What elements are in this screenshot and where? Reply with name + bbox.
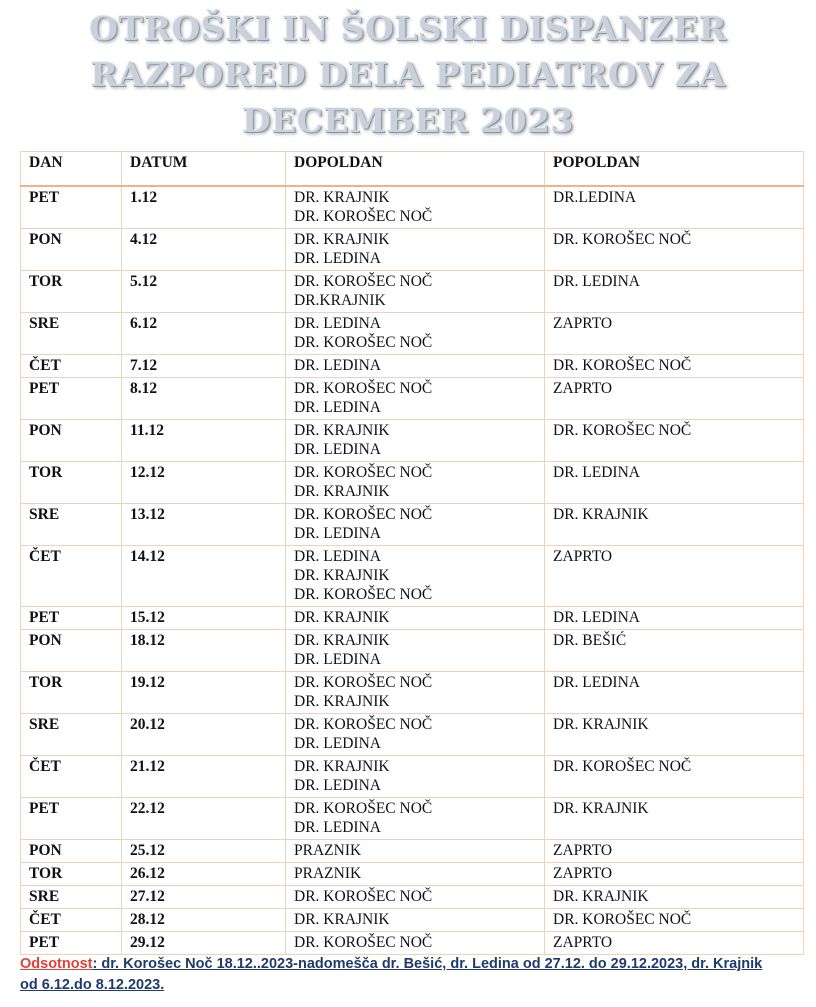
morning-doctor: DR. LEDINA [294, 651, 381, 668]
absence-label: Odsotnost [20, 956, 93, 972]
header-morning: DOPOLDAN [286, 152, 545, 187]
morning-doctor: DR. LEDINA [294, 735, 381, 752]
cell-day: SRE [21, 313, 122, 355]
title-line-1: OTROŠKI IN ŠOLSKI DISPANZER [89, 9, 727, 48]
cell-date: 26.12 [122, 863, 286, 886]
table-row [21, 909, 804, 932]
cell-day: PON [21, 229, 122, 271]
afternoon-doctor: DR. KRAJNIK [553, 506, 649, 523]
table-row [21, 313, 804, 355]
afternoon-doctor: ZAPRTO [553, 380, 613, 397]
cell-morning [286, 798, 545, 840]
cell-date: 5.12 [122, 271, 286, 313]
afternoon-doctor: DR. LEDINA [553, 273, 640, 290]
cell-date: 29.12 [122, 932, 286, 955]
cell-date: 8.12 [122, 378, 286, 420]
afternoon-doctor: DR. KRAJNIK [553, 800, 649, 817]
cell-morning [286, 886, 545, 909]
morning-doctor: DR. KRAJNIK [294, 189, 390, 206]
cell-day: ČET [21, 909, 122, 932]
cell-date: 15.12 [122, 607, 286, 630]
morning-doctor: DR. LEDINA [294, 525, 381, 542]
afternoon-doctor: DR. KOROŠEC NOČ [553, 422, 692, 439]
morning-doctor: PRAZNIK [294, 865, 362, 882]
morning-doctor: DR. KRAJNIK [294, 693, 390, 710]
cell-date: 21.12 [122, 756, 286, 798]
morning-doctor: DR. KRAJNIK [294, 567, 390, 584]
morning-doctor: DR. KOROŠEC NOČ [294, 273, 433, 290]
cell-afternoon [545, 909, 804, 932]
cell-morning [286, 462, 545, 504]
afternoon-doctor: DR. KOROŠEC NOČ [553, 758, 692, 775]
cell-date: 25.12 [122, 840, 286, 863]
afternoon-doctor: DR. BEŠIĆ [553, 632, 627, 649]
table-row [21, 863, 804, 886]
cell-morning [286, 504, 545, 546]
cell-date: 6.12 [122, 313, 286, 355]
cell-day: ČET [21, 355, 122, 378]
header-afternoon: POPOLDAN [545, 152, 804, 187]
cell-day: PET [21, 932, 122, 955]
schedule-table [20, 151, 804, 955]
morning-doctor: DR. KOROŠEC NOČ [294, 674, 433, 691]
cell-date: 1.12 [122, 186, 286, 229]
afternoon-doctor: DR. KOROŠEC NOČ [553, 231, 692, 248]
morning-doctor: DR. KOROŠEC NOČ [294, 888, 433, 905]
morning-doctor: DR. KOROŠEC NOČ [294, 380, 433, 397]
schedule-body [21, 186, 804, 955]
table-row [21, 355, 804, 378]
morning-doctor: DR. LEDINA [294, 250, 381, 267]
afternoon-doctor: DR. KOROŠEC NOČ [553, 357, 692, 374]
cell-morning [286, 355, 545, 378]
cell-day: PON [21, 420, 122, 462]
afternoon-doctor: DR. LEDINA [553, 464, 640, 481]
morning-doctor: DR. KRAJNIK [294, 609, 390, 626]
cell-morning [286, 909, 545, 932]
table-header-row [21, 152, 804, 187]
morning-doctor: DR. KRAJNIK [294, 231, 390, 248]
cell-morning [286, 546, 545, 607]
cell-date: 19.12 [122, 672, 286, 714]
afternoon-doctor: ZAPRTO [553, 315, 613, 332]
morning-doctor: DR. KOROŠEC NOČ [294, 208, 433, 225]
table-row [21, 546, 804, 607]
title-line-2: RAZPORED DELA PEDIATROV ZA [90, 55, 726, 94]
cell-afternoon [545, 504, 804, 546]
cell-day: PON [21, 630, 122, 672]
morning-doctor: DR. KOROŠEC NOČ [294, 506, 433, 523]
cell-afternoon [545, 378, 804, 420]
afternoon-doctor: DR.LEDINA [553, 189, 637, 206]
table-row [21, 462, 804, 504]
cell-date: 11.12 [122, 420, 286, 462]
table-row [21, 932, 804, 955]
cell-day: PET [21, 607, 122, 630]
table-row [21, 756, 804, 798]
cell-afternoon [545, 355, 804, 378]
afternoon-doctor: DR. KRAJNIK [553, 716, 649, 733]
cell-day: SRE [21, 504, 122, 546]
cell-morning [286, 271, 545, 313]
cell-day: PON [21, 840, 122, 863]
cell-afternoon [545, 546, 804, 607]
cell-afternoon [545, 630, 804, 672]
morning-doctor: DR. KRAJNIK [294, 422, 390, 439]
table-row [21, 271, 804, 313]
afternoon-doctor: ZAPRTO [553, 842, 613, 859]
table-row [21, 886, 804, 909]
afternoon-doctor: ZAPRTO [553, 865, 613, 882]
cell-afternoon [545, 886, 804, 909]
morning-doctor: DR. LEDINA [294, 315, 381, 332]
morning-doctor: DR. KOROŠEC NOČ [294, 334, 433, 351]
afternoon-doctor: ZAPRTO [553, 934, 613, 951]
morning-doctor: DR. LEDINA [294, 819, 381, 836]
morning-doctor: DR.KRAJNIK [294, 292, 386, 309]
cell-morning [286, 863, 545, 886]
table-row [21, 186, 804, 229]
cell-afternoon [545, 271, 804, 313]
morning-doctor: DR. KRAJNIK [294, 758, 390, 775]
cell-date: 7.12 [122, 355, 286, 378]
cell-date: 14.12 [122, 546, 286, 607]
cell-afternoon [545, 313, 804, 355]
cell-date: 22.12 [122, 798, 286, 840]
morning-doctor: DR. KOROŠEC NOČ [294, 800, 433, 817]
cell-date: 12.12 [122, 462, 286, 504]
morning-doctor: DR. LEDINA [294, 548, 381, 565]
morning-doctor: DR. KRAJNIK [294, 632, 390, 649]
table-row [21, 607, 804, 630]
table-row [21, 840, 804, 863]
table-row [21, 798, 804, 840]
title-line-3: DECEMBER 2023 [241, 101, 575, 140]
morning-doctor: PRAZNIK [294, 842, 362, 859]
cell-date: 4.12 [122, 229, 286, 271]
cell-morning [286, 932, 545, 955]
cell-morning [286, 840, 545, 863]
cell-afternoon [545, 756, 804, 798]
morning-doctor: DR. KOROŠEC NOČ [294, 934, 433, 951]
cell-day: PET [21, 378, 122, 420]
cell-day: TOR [21, 863, 122, 886]
table-row [21, 229, 804, 271]
cell-afternoon [545, 607, 804, 630]
cell-morning [286, 229, 545, 271]
cell-afternoon [545, 798, 804, 840]
header-date: DATUM [122, 152, 286, 187]
cell-day: ČET [21, 756, 122, 798]
absence-note [20, 954, 780, 996]
morning-doctor: DR. KOROŠEC NOČ [294, 464, 433, 481]
cell-morning [286, 313, 545, 355]
cell-morning [286, 630, 545, 672]
cell-date: 28.12 [122, 909, 286, 932]
table-row [21, 714, 804, 756]
cell-morning [286, 714, 545, 756]
table-row [21, 630, 804, 672]
cell-morning [286, 186, 545, 229]
cell-day: TOR [21, 672, 122, 714]
cell-day: PET [21, 186, 122, 229]
cell-afternoon [545, 462, 804, 504]
table-row [21, 672, 804, 714]
cell-morning [286, 756, 545, 798]
cell-morning [286, 378, 545, 420]
afternoon-doctor: DR. KOROŠEC NOČ [553, 911, 692, 928]
cell-afternoon [545, 863, 804, 886]
afternoon-doctor: DR. LEDINA [553, 609, 640, 626]
morning-doctor: DR. LEDINA [294, 777, 381, 794]
morning-doctor: DR. KOROŠEC NOČ [294, 716, 433, 733]
cell-afternoon [545, 229, 804, 271]
cell-day: ČET [21, 546, 122, 607]
morning-doctor: DR. LEDINA [294, 441, 381, 458]
cell-afternoon [545, 420, 804, 462]
afternoon-doctor: DR. LEDINA [553, 674, 640, 691]
morning-doctor: DR. KOROŠEC NOČ [294, 586, 433, 603]
page-title [0, 6, 816, 144]
cell-date: 27.12 [122, 886, 286, 909]
cell-day: PET [21, 798, 122, 840]
table-row [21, 420, 804, 462]
cell-morning [286, 607, 545, 630]
table-row [21, 378, 804, 420]
afternoon-doctor: ZAPRTO [553, 548, 613, 565]
morning-doctor: DR. KRAJNIK [294, 911, 390, 928]
cell-morning [286, 420, 545, 462]
table-row [21, 504, 804, 546]
cell-afternoon [545, 672, 804, 714]
cell-afternoon [545, 932, 804, 955]
cell-morning [286, 672, 545, 714]
cell-day: TOR [21, 271, 122, 313]
absence-text: : dr. Korošec Noč 18.12..2023-nadomešča dr. Bešić, dr. Ledina od 27.12. do 29.12.2023, dr. Krajnik od 6.12.do 8.12.2023. [20, 956, 763, 993]
cell-date: 18.12 [122, 630, 286, 672]
cell-afternoon [545, 840, 804, 863]
cell-date: 13.12 [122, 504, 286, 546]
morning-doctor: DR. LEDINA [294, 357, 381, 374]
morning-doctor: DR. LEDINA [294, 399, 381, 416]
cell-day: SRE [21, 886, 122, 909]
afternoon-doctor: DR. KRAJNIK [553, 888, 649, 905]
cell-date: 20.12 [122, 714, 286, 756]
cell-day: SRE [21, 714, 122, 756]
header-day: DAN [21, 152, 122, 187]
cell-afternoon [545, 714, 804, 756]
morning-doctor: DR. KRAJNIK [294, 483, 390, 500]
cell-day: TOR [21, 462, 122, 504]
cell-afternoon [545, 186, 804, 229]
